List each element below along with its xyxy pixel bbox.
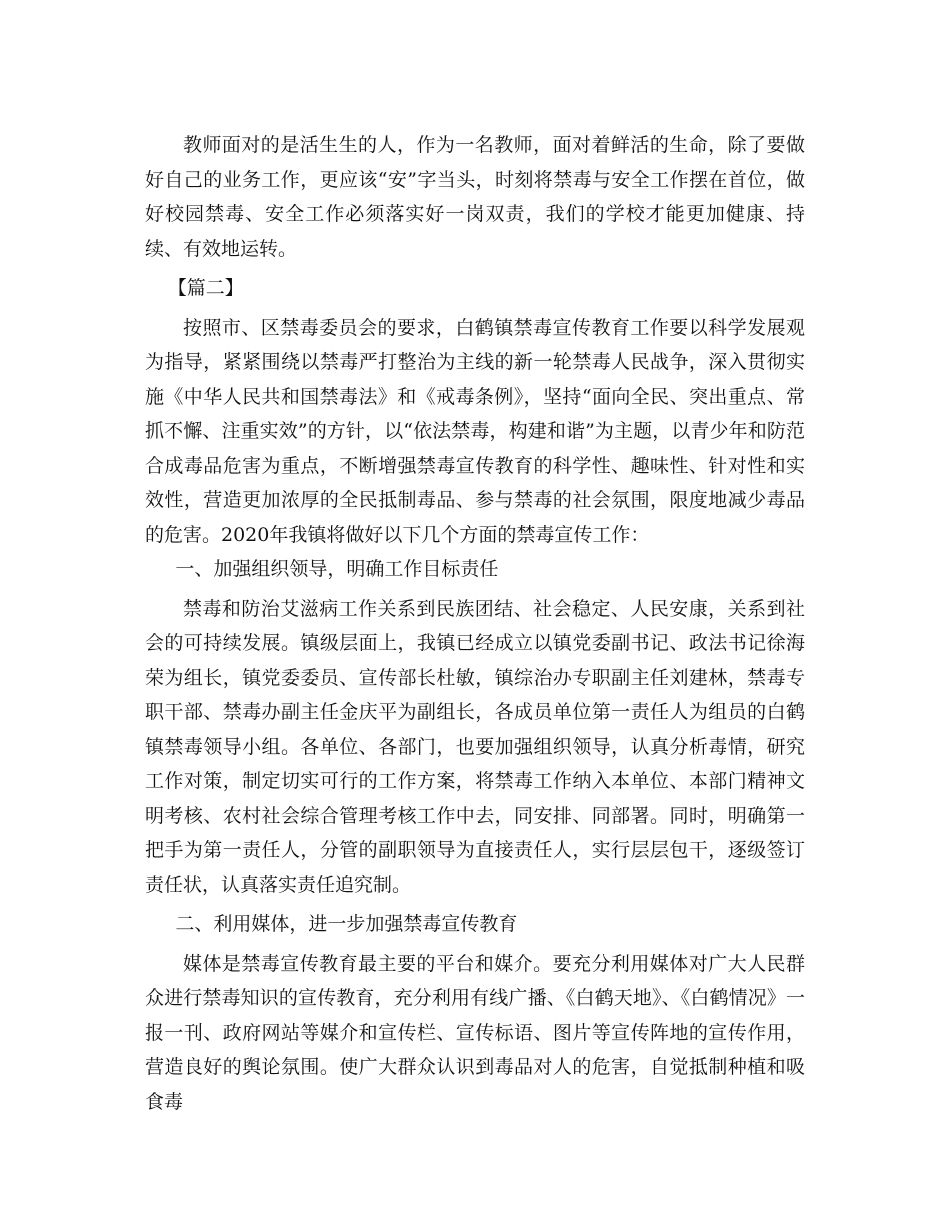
heading-organization-leadership: 一、加强组织领导，明确工作目标责任: [175, 558, 499, 580]
paragraph-drug-education-guidance: 按照市、区禁毒委员会的要求，白鹤镇禁毒宣传教育工作要以科学发展观为指导，紧紧围绕以禁毒严打整治为主线的新一轮禁毒人民战争，深入贯彻实施《中华人民共和国禁毒法》和《戒毒条例》，坚持“面向全民、突出重点、常抓不懈、注重实效”的方针，以“依法禁毒，构建和谐”为主题，以青少年和防范合成毒品危害为重点，不断增强禁毒宣传教育的科学性、趣味性、针对性和实效性，营造更加浓厚的全民抵制毒品、参与禁毒的社会氛围，限度地减少毒品的危害。2020年我镇将做好以下几个方面的禁毒宣传工作：: [145, 316, 805, 546]
section-heading-part-two: 【篇二】: [167, 277, 244, 299]
heading-media-education: 二、利用媒体，进一步加强禁毒宣传教育: [175, 913, 518, 935]
document-body: [145, 128, 805, 1119]
paragraph-media-platform: 媒体是禁毒宣传教育最主要的平台和媒介。要充分利用媒体对广大人民群众进行禁毒知识的宣传教育，充分利用有线广播、《白鹤天地》、《白鹤情况》一报一刊、政府网站等媒介和宣传栏、宣传标语、图片等宣传阵地的宣传作用，营造良好的舆论氛围。使广大群众认识到毒品对人的危害，自觉抵制种植和吸食毒: [145, 952, 805, 1113]
paragraph-leadership-group: 禁毒和防治艾滋病工作关系到民族团结、社会稳定、人民安康，关系到社会的可持续发展。镇级层面上，我镇已经成立以镇党委副书记、政法书记徐海荣为组长，镇党委委员、宣传部长杜敏，镇综治办专职副主任刘建林，禁毒专职干部、禁毒办副主任金庆平为副组长，各成员单位第一责任人为组员的白鹤镇禁毒领导小组。各单位、各部门，也要加强组织领导，认真分析毒情，研究工作对策，制定切实可行的工作方案，将禁毒工作纳入本单位、本部门精神文明考核、农村社会综合管理考核工作中去，同安排、同部署。同时，明确第一把手为第一责任人，分管的副职领导为直接责任人，实行层层包干，逐级签订责任状，认真落实责任追究制。: [145, 597, 805, 896]
paragraph-teacher-safety: 教师面对的是活生生的人，作为一名教师，面对着鲜活的生命，除了要做好自己的业务工作，更应该“安”字当头，时刻将禁毒与安全工作摆在首位，做好校园禁毒、安全工作必须落实好一岗双责，我们的学校才能更加健康、持续、有效地运转。: [145, 134, 805, 260]
